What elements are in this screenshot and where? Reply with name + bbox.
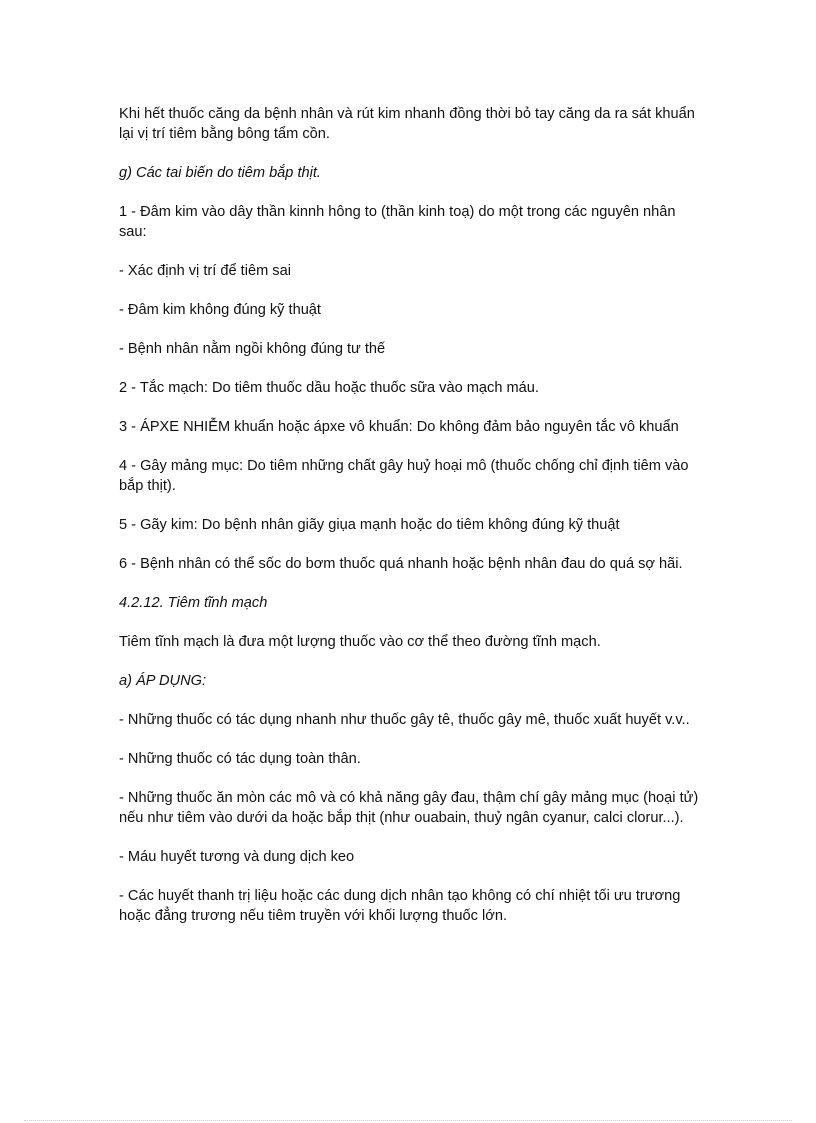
- list-item-wrong-technique: - Đâm kim không đúng kỹ thuật: [119, 302, 321, 318]
- paragraph-closing-injection: Khi hết thuốc căng da bệnh nhân và rút kim nhanh đồng thời bỏ tay căng da ra sát khuẩn lại vị trí tiêm bằng bông tẩm cồn.: [119, 106, 695, 142]
- paragraph-complication-1: 1 - Đâm kim vào dây thần kinnh hông to (thần kinh toạ) do một trong các nguyên nhân sau:: [119, 204, 676, 240]
- list-item-plasma-colloid: - Máu huyết tương và dung dịch keo: [119, 849, 355, 865]
- page-bottom-divider: [24, 1120, 792, 1121]
- list-item-wrong-site: - Xác định vị trí để tiêm sai: [119, 263, 291, 279]
- list-item-systemic-drugs: - Những thuốc có tác dụng toàn thân.: [119, 751, 361, 767]
- paragraph-complication-4: 4 - Gây mảng mục: Do tiêm những chất gây huỷ hoại mô (thuốc chống chỉ định tiêm vào bắp thịt).: [119, 458, 689, 494]
- list-item-corrosive-drugs: - Những thuốc ăn mòn các mô và có khả năng gây đau, thậm chí gây mảng mục (hoại tử) nếu như tiêm vào dưới da hoặc bắp thịt (như ouabain, thuỷ ngân cyanur, calci clorur...).: [119, 790, 699, 826]
- paragraph-complication-5: 5 - Gãy kim: Do bệnh nhân giãy giụa mạnh hoặc do tiêm không đúng kỹ thuật: [119, 517, 620, 533]
- list-item-serum-solutions: - Các huyết thanh trị liệu hoặc các dung dịch nhân tạo không có chí nhiệt tối ưu trương hoặc đẳng trương nếu tiêm truyền với khối lượng thuốc lớn.: [119, 888, 681, 924]
- heading-iv-injection: 4.2.12. Tiêm tĩnh mạch: [119, 595, 268, 611]
- heading-im-complications: g) Các tai biến do tiêm bắp thịt.: [119, 165, 321, 181]
- paragraph-iv-definition: Tiêm tĩnh mạch là đưa một lượng thuốc vào cơ thể theo đường tĩnh mạch.: [119, 634, 601, 650]
- paragraph-complication-3: 3 - ÁPXE NHIỄM khuẩn hoặc ápxe vô khuẩn: Do không đảm bảo nguyên tắc vô khuẩn: [119, 419, 679, 435]
- document-page: [119, 104, 699, 945]
- heading-application: a) ÁP DỤNG:: [119, 673, 207, 689]
- list-item-wrong-posture: - Bệnh nhân nằm ngồi không đúng tư thế: [119, 341, 386, 357]
- list-item-fast-acting-drugs: - Những thuốc có tác dụng nhanh như thuốc gây tê, thuốc gây mê, thuốc xuất huyết v.v..: [119, 712, 690, 728]
- paragraph-complication-6: 6 - Bệnh nhân có thể sốc do bơm thuốc quá nhanh hoặc bệnh nhân đau do quá sợ hãi.: [119, 556, 683, 572]
- paragraph-complication-2: 2 - Tắc mạch: Do tiêm thuốc dầu hoặc thuốc sữa vào mạch máu.: [119, 380, 539, 396]
